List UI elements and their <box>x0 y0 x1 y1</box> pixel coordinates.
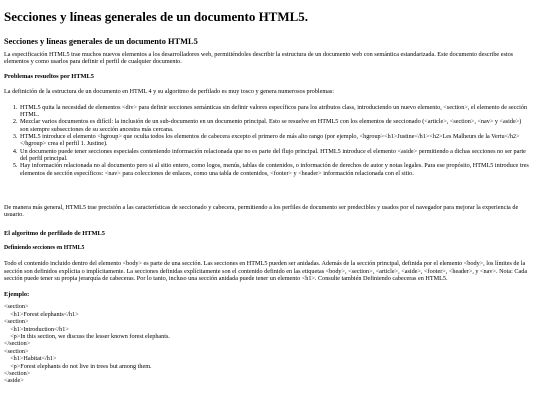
code-line: <section> <box>4 347 29 355</box>
sections-paragraph: Todo el contenido incluido dentro del elemento <body> es parte de una sección. Las secciones en HTML5 pueden ser anidadas. Además de la sección principal, definida por el elemento <body>, los límites de la sección son definidos explícita o implícitamente. La secciones definidas explícitamente son el contenido definido en las etiquetas <body>, <section>, <article>, <aside>, <footer>, <header>, y <nav>. Nota: Cada sección puede tener su propia jerarquía de cabeceras. Por lo tanto, incluso una sección anidada puede tener un elemento <h1>. Consulte también Definiendo cabeceras en HTML5. <box>4 260 528 283</box>
example-heading: Ejemplo: <box>4 291 30 299</box>
code-line: <h1>Introduction</h1> <box>4 325 69 333</box>
code-line: <p>In this section, we discuss the lesser known forest elephants. <box>4 332 170 340</box>
defining-sections-heading: Definiendo secciones en HTML5 <box>4 245 85 252</box>
code-line: <aside> <box>4 377 24 385</box>
problems-list <box>4 104 530 177</box>
list-item: 4. Un documento puede tener secciones especiales conteniendo información relacionada que no es parte del flujo principal. HTML5 introduce el elemento <aside> permitiendo a dichas secciones no ser parte del perfil principal. <box>19 148 530 163</box>
list-item: 1. HTML5 quita la necesidad de elementos <div> para definir secciones semánticas sin definir valores específicos para los atributos class, introduciendo un nuevo elemento, <section>, el elemento de sección HTML. <box>19 104 530 119</box>
code-line: <h1>Habitat</h1> <box>4 355 57 363</box>
list-item: 3. HTML5 introduce el elemento <hgroup> que oculta todos los elementos de cabecera excepto el primero de más alto rango (por ejemplo, <hgroup><h1>Justine</h1><h2>Les Malheurs de la Vertu</h2></hgroup> crea el perfil 1. Justine). <box>19 133 530 148</box>
code-line: <section> <box>4 303 29 311</box>
code-line: <p>Forest elephants do not live in trees but among them. <box>4 362 152 370</box>
section-heading-main: Secciones y líneas generales de un documento HTML5 <box>4 37 198 46</box>
algorithm-heading: El algoritmo de perfilado de HTML5 <box>4 230 106 238</box>
intro-paragraph: La especificación HTML5 trae muchos nuevos elementos a los desarrolladores web, permitiéndoles describir la estructura de un documento web con semántica estandarizada. Este documento describe estos elementos y como usarlos para definir el perfil de cualquier documento. <box>4 51 514 66</box>
problems-heading: Problemas resueltos por HTML5 <box>4 72 94 80</box>
code-line: <h1>Forest elephants</h1> <box>4 310 79 318</box>
code-line: <section> <box>4 318 29 326</box>
problems-intro-paragraph: La definición de la estructura de un documento en HTML 4 y su algoritmo de perfilado es muy tosco y genera numerosos problemas: <box>4 87 335 95</box>
list-item: 2. Mezclar varios documentos es difícil: la inclusión de un sub-documento en un documento principal. Esto se resuelve en HTML5 con los elementos de seccionado (<article>, <section>, <nav> y <aside>) son siempre subsecciones de su sección ancestra más cercana. <box>19 118 530 133</box>
page-title: Secciones y líneas generales de un documento HTML5. <box>4 9 309 24</box>
general-paragraph: De manera más general, HTML5 trae precisión a las características de seccionado y cabecera, permitiendo a los perfiles de documento ser predecibles y usados por el navegador para mejorar la experiencia de usuario. <box>4 203 519 219</box>
list-item: 5. Hay información relacionada no al documento pero si al sitio entero, como logos, menús, tablas de contenidos, o información de derechos de autor y notas legales. Para ese propósito, HTML5 introduce tres elementos de sección específicos: <nav> para colecciones de enlaces, como una tabla de contenidos, <footer> y <header> información relacionada con el sitio. <box>19 162 530 177</box>
code-line: </section> <box>4 340 31 348</box>
code-line: </section> <box>4 370 31 377</box>
code-example <box>4 303 530 384</box>
